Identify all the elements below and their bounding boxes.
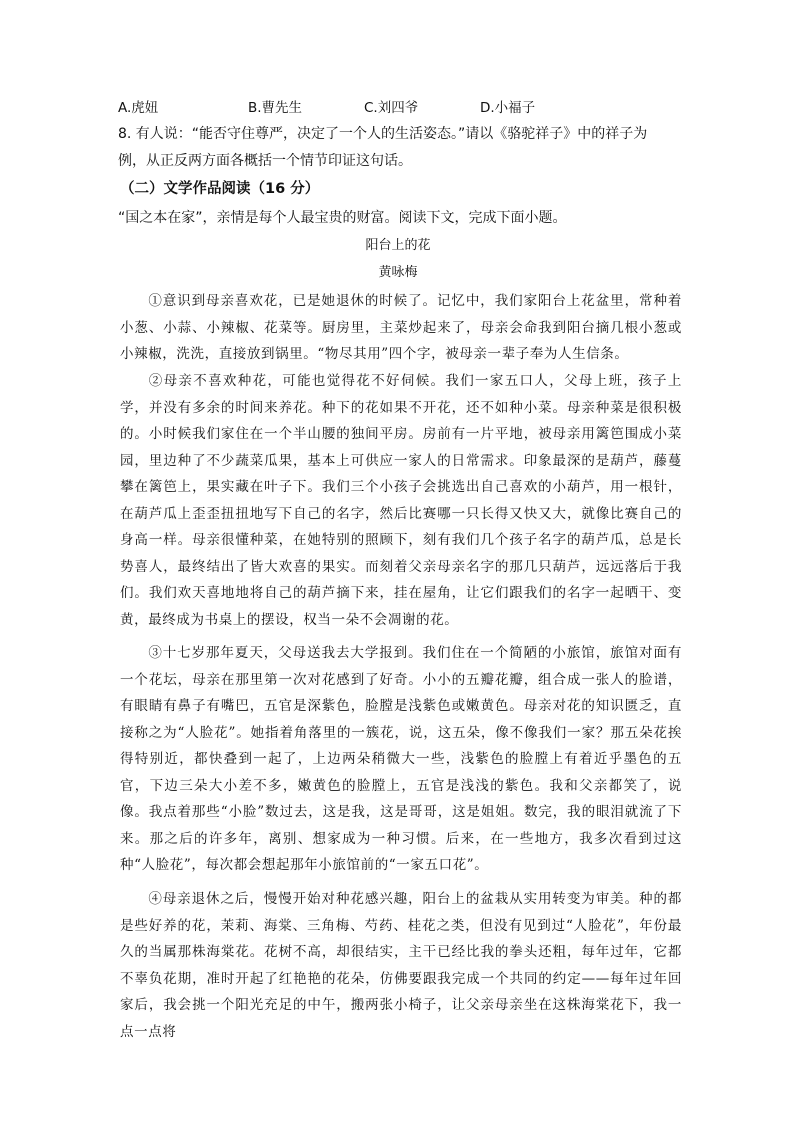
question8-line2: 例，从正反两方面各概括一个情节印证这句话。	[118, 153, 412, 169]
section-heading: （二）文学作品阅读（16 分）	[120, 181, 320, 197]
option-c: C.刘四爷	[364, 100, 419, 116]
option-a: A.虎妞	[118, 100, 159, 116]
paragraph-4: ④母亲退休之后，慢慢开始对种花感兴趣，阳台上的盆栽从实用转变为审美。种的都是些好养的花，茉莉、海棠、三角梅、芍药、桂花之类，但没有见到过“人脸花”，年份最久的当属那株海棠花。花树不高，却很结实，主干已经比我的拳头还粗，每年过年，它都不辜负花期，准时开起了红艳艳的花朵，仿佛要跟我完成一个共同的约定——每年过年回家后，我会挑一个阳光充足的中午，搬两张小椅子，让父亲母亲坐在这株海棠花下，我一点一点将	[120, 891, 682, 1040]
paragraph-2: ②母亲不喜欢种花，可能也觉得花不好伺候。我们一家五口人，父母上班，孩子上学，并没有多余的时间来养花。种下的花如果不开花，还不如种小菜。母亲种菜是很积极的。小时候我们家住在一个半山腰的独间平房。房前有一片平地，被母亲用篱笆围成小菜园，里边种了不少蔬菜瓜果，基本上可供应一家人的日常需求。印象最深的是葫芦，藤蔓攀在篱笆上，果实藏在叶子下。我们三个小孩子会挑选出自己喜欢的小葫芦，用一根针，在葫芦瓜上歪歪扭扭地写下自己的名字，然后比赛哪一只长得又快又大，就像比赛自己的身高一样。母亲很懂种菜，在她特别的照顾下，刻有我们几个孩子名字的葫芦瓜，总是长势喜人，最终结出了皆大欢喜的果实。而刻着父亲母亲名字的那几只葫芦，远远落后于我们。我们欢天喜地地将自己的葫芦摘下来，挂在屋角，让它们跟我们的名字一起晒干、变黄，最终成为书桌上的摆设，权当一朵不会凋谢的花。	[120, 373, 682, 628]
question7-options	[118, 96, 688, 116]
option-d: D.小福子	[480, 100, 536, 116]
paragraph-1: ①意识到母亲喜欢花，已是她退休的时候了。记忆中，我们家阳台上花盆里，常种着小葱、小蒜、小辣椒、花菜等。厨房里，主菜炒起来了，母亲会命我到阳台摘几根小葱或小辣椒，洗洗，直接放到锅里。“物尽其用”四个字，被母亲一辈子奉为人生信条。	[120, 293, 682, 362]
article-author: 黄咏梅	[378, 265, 418, 280]
paragraph-3: ③十七岁那年夏天，父母送我去大学报到。我们住在一个简陋的小旅馆，旅馆对面有一个花坛，母亲在那里第一次对花感到了好奇。小小的五瓣花瓣，组合成一张人的脸谱，有眼睛有鼻子有嘴巴，五官是深紫色，脸膛是浅紫色或嫩黄色。母亲对花的知识匮乏，直接称之为“人脸花”。她指着角落里的一簇花，说，这五朵，像不像我们一家？那五朵花挨得特别近，都快叠到一起了，上边两朵稍微大一些，浅紫色的脸膛上有着近乎墨色的五官，下边三朵大小差不多，嫩黄色的脸膛上，五官是浅浅的紫色。我和父亲都笑了，说像。我点着那些“小脸”数过去，这是我，这是哥哥，这是姐姐。数完，我的眼泪就流了下来。那之后的许多年，离别、想家成为一种习惯。后来，在一些地方，我多次看到过这种“人脸花”，每次都会想起那年小旅馆前的“一家五口花”。	[120, 645, 682, 873]
article-title: 阳台上的花	[365, 238, 431, 253]
section-intro: “国之本在家”，亲情是每个人最宝贵的财富。阅读下文，完成下面小题。	[118, 210, 567, 226]
question8-line1: 8. 有人说：“能否守住尊严，决定了一个人的生活姿态。”请以《骆驼祥子》中的祥子为	[118, 126, 648, 142]
option-b: B.曹先生	[248, 100, 303, 116]
